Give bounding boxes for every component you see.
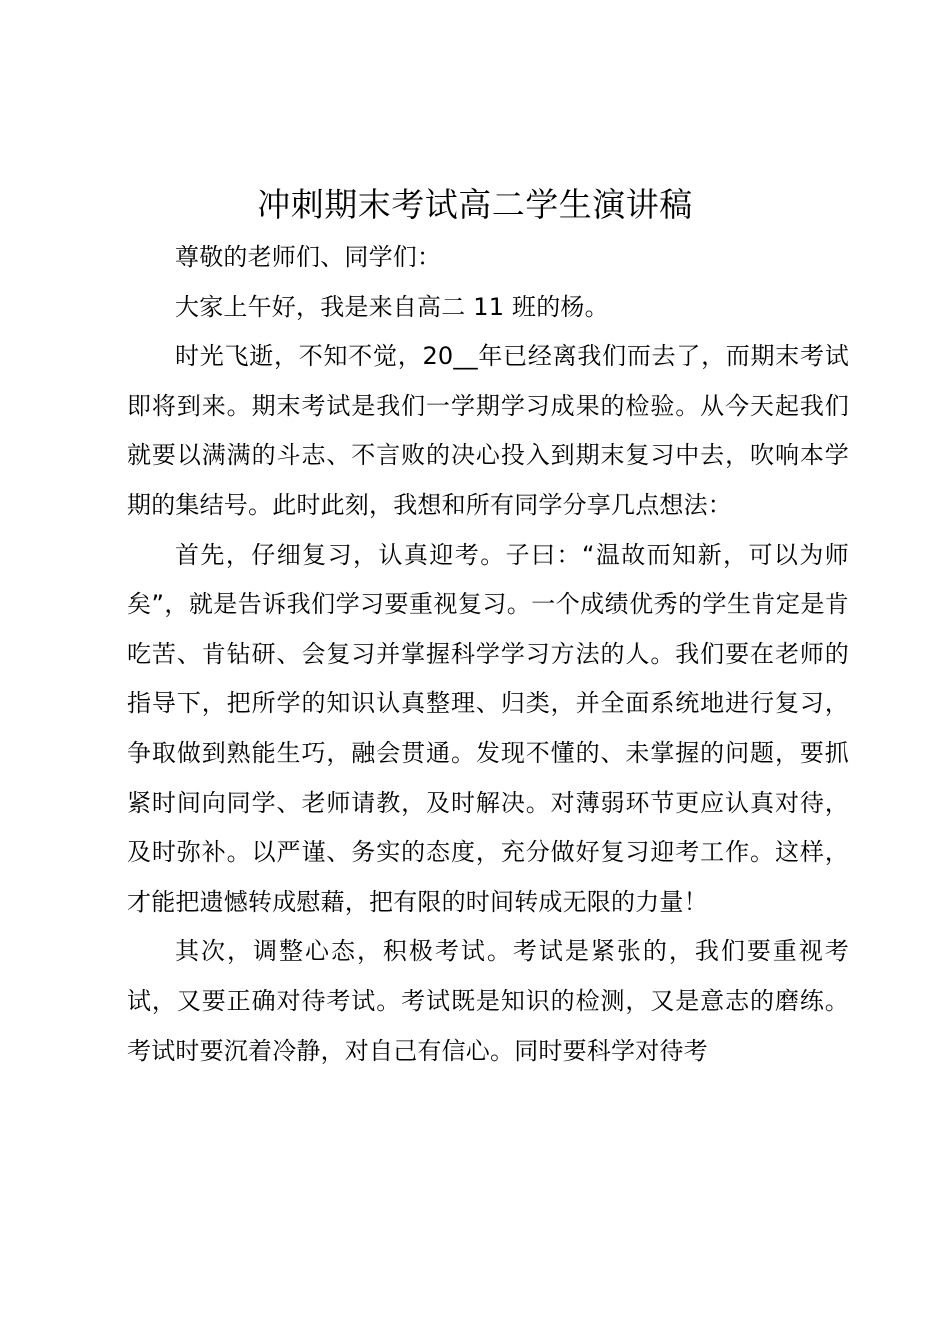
paragraph-intro: 时光飞逝，不知不觉，20__年已经离我们而去了，而期末考试即将到来。期末考试是我们一学期学习成果的检验。从今天起我们就要以满满的斗志、不言败的决心投入到期末复习中去，吹响本学期的集结号。此时此刻，我想和所有同学分享几点想法： <box>127 342 849 519</box>
paragraph-first-point: 首先，仔细复习，认真迎考。子曰：“温故而知新，可以为师矣”，就是告诉我们学习要重视复习。一个成绩优秀的学生肯定是肯吃苦、肯钻研、会复习并掌握科学学习方法的人。我们要在老师的指导下，把所学的知识认真整理、归类，并全面系统地进行复习，争取做到熟能生巧，融会贯通。发现不懂的、未掌握的问题，要抓紧时间向同学、老师请教，及时解决。对薄弱环节更应认真对待，及时弥补。以严谨、务实的态度，充分做好复习迎考工作。这样，才能把遗憾转成慰藉，把有限的时间转成无限的力量！ <box>127 540 849 916</box>
paragraph-salutation: 尊敬的老师们、同学们： <box>175 243 442 271</box>
paragraph-second-point: 其次，调整心态，积极考试。考试是紧张的，我们要重视考试，又要正确对待考试。考试既是知识的检测，又是意志的磨练。考试时要沉着冷静，对自己有信心。同时要科学对待考 <box>127 937 849 1065</box>
document-body <box>127 233 849 1076</box>
document-title: 冲刺期末考试高二学生演讲稿 <box>257 185 693 224</box>
paragraph-greeting: 大家上午好，我是来自高二 11 班的杨。 <box>175 292 609 321</box>
